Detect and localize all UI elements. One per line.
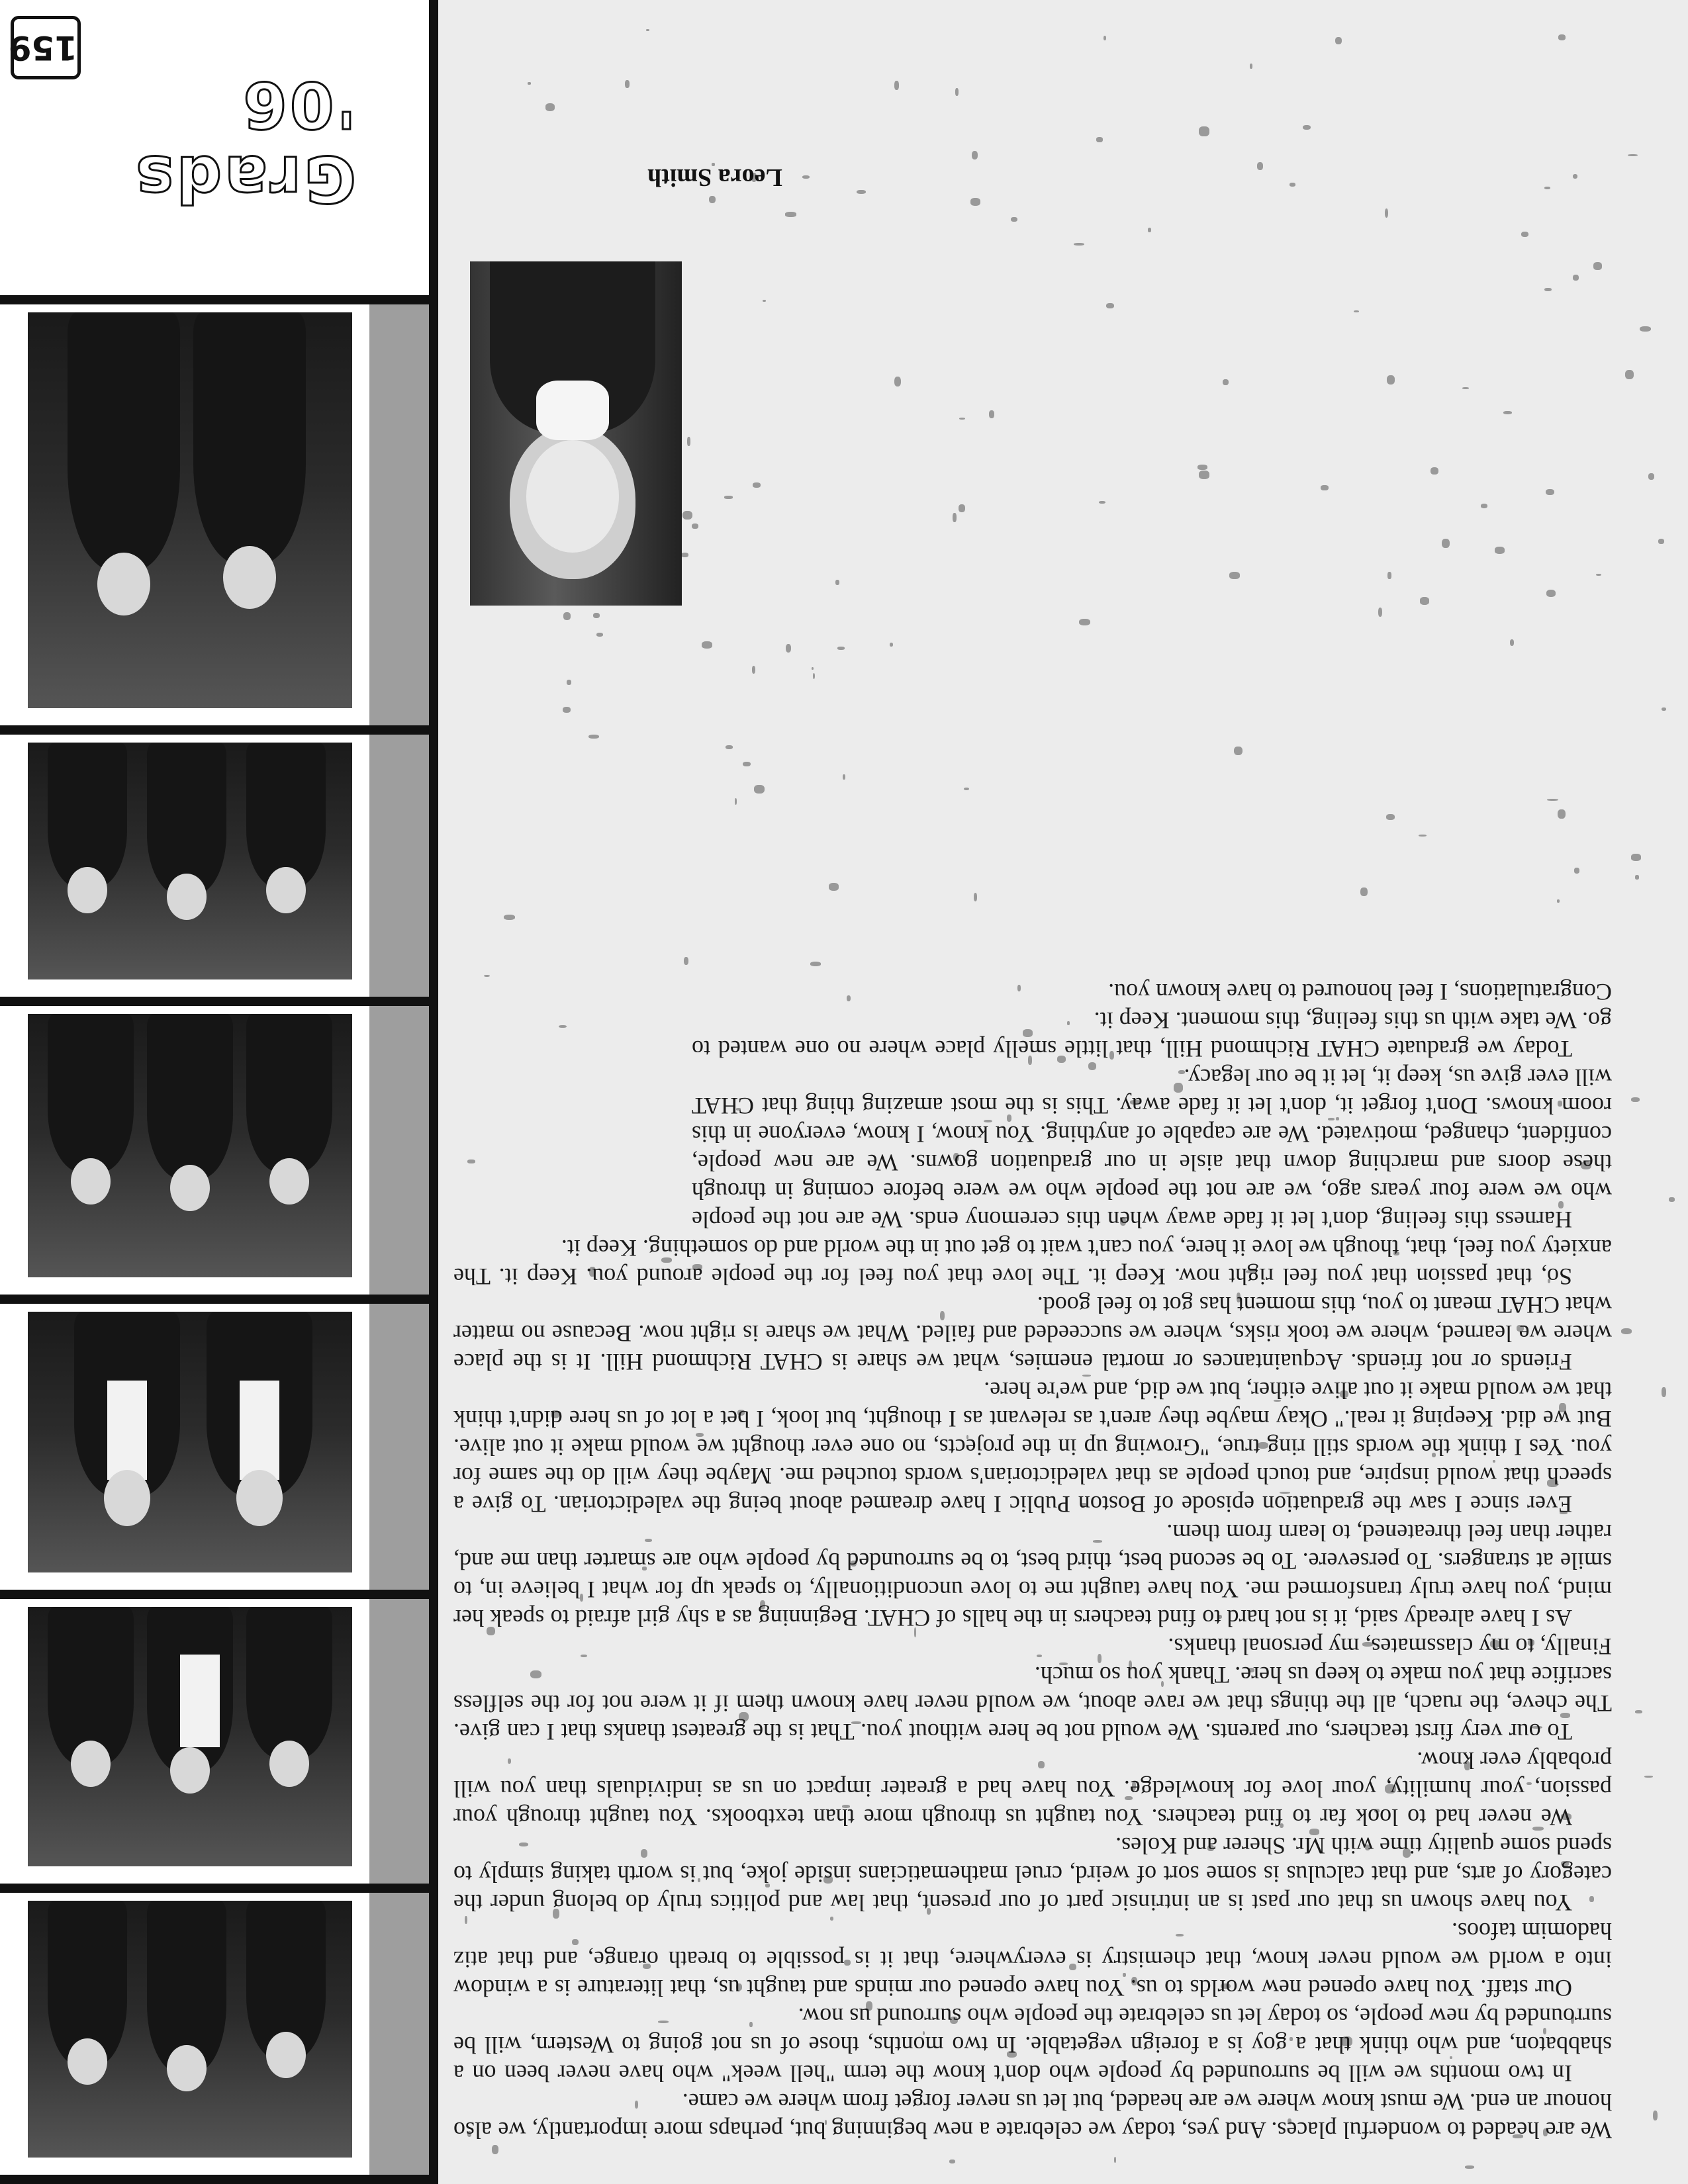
section-title: Grads '06 — [133, 68, 356, 216]
speck — [1114, 2157, 1116, 2163]
speck — [1648, 473, 1654, 480]
author-name: Leora Smith — [647, 163, 782, 191]
speck — [1658, 539, 1665, 544]
paragraph: Today we graduate CHAT Richmond Hill, that little smelly place where no one wanted to go. We take with us this feeling, this moment. Keep it. — [692, 1007, 1612, 1062]
speck — [1662, 1387, 1666, 1396]
photo-frame — [0, 295, 429, 735]
graduation-photo — [28, 743, 352, 979]
photo-frame — [0, 725, 429, 1006]
speck — [1669, 1197, 1675, 1201]
speck — [1635, 1710, 1643, 1713]
paragraph: We are headed to wonderful places. And yes, today we celebrate a new beginning but, perhaps more importantly, we also honour an end. We must know where we are headed, but let us never forget from where we came. — [453, 2089, 1612, 2144]
speck — [1558, 34, 1566, 40]
paragraph: To our very first teachers, our parents. We would not be here without you. That is the greatest thanks that I can give. The cheve, the ruach, all the things that we rave about, we would never have known them if it were not for the selfless sacrifice that you make to keep us here. Thank you so much. — [453, 1662, 1612, 1745]
speck — [1621, 1328, 1632, 1334]
graduation-photo — [28, 1312, 352, 1572]
speck — [1465, 2165, 1474, 2169]
speck — [1335, 37, 1342, 45]
speck — [492, 2145, 498, 2154]
paragraph: Ever since I saw the graduation episode of Boston Public I have dreamed about being the valedictorian. To give a speech that would inspire, and touch people as that valedictorian's words touched me. Maybe they will do the same for you. Yes I think the words still ring true, "Growing up in the projects, no one ever thought we would make it out alive. But we did. Keeping it real." Okay maybe they aren't as relevant as I thought, but look, I bet a lot of us here didn't think that we would make it out alive either, but we did, and we're here. — [453, 1377, 1612, 1518]
paragraph: Our staff. You have opened new worlds to us. You have opened our minds and taught us, that literature is a window into a world we would never know, that chemistry is everywhere, that it is possible to breath orange, and that atiz hadomim tafoos. — [453, 1918, 1612, 2001]
photo-frame — [0, 1590, 429, 1893]
graduation-photo — [28, 312, 352, 708]
speck — [1662, 707, 1666, 711]
strip-divider — [429, 0, 438, 2184]
speck — [949, 2160, 955, 2163]
paragraph: So, that passion that you feel right now. Keep it. The love that you feel for the people around you. Keep it. The anxiety you feel, that, though we love it here, you can't wait to get out in the world and do something. Keep it. — [453, 1235, 1612, 1290]
photo-frame — [0, 997, 429, 1304]
paragraph: Friends or not friends. Acquaintances or mortal enemies, what we share is CHAT Richmond Hill. It is the place where we learned, where we took risks, where we succeeded and failed. What we share is right now. Because no matter what CHAT meant to you, this moment has got to feel good. — [453, 1292, 1612, 1375]
photo-strip — [0, 0, 438, 2184]
paragraph: We never had to look far to find teachers. You taught us through more than textbooks. You taught through your passion, your humility, your love for knowledge. You have had a greater impact on us as individuals than you will probably ever know. — [453, 1747, 1612, 1831]
paragraph: Harness this feeling, don't let it fade away when this ceremony ends. We are not the people who we were four years ago, we are not the people who we were before coming in through these doors and marching down that aisle in our graduation gowns. We are new people, confident, changed, motivated. We are capable of anything. You know, I know, everyone in this room knows. Don't forget it, don't let it fade away. This is the most amazing thing that CHAT will ever give us, keep it, let it be our legacy. — [692, 1064, 1612, 1233]
graduation-photo — [28, 1901, 352, 2158]
speck — [1631, 1097, 1640, 1102]
speck — [1628, 154, 1638, 156]
paragraph: Congratulations, I feel honoured to have known you. — [1108, 979, 1612, 1005]
speck — [1644, 1776, 1652, 1778]
paragraph: You have shown us that our past is an intrinsic part of our present, that law and politics truly do belong under the category of arts, and that calculus is some sort of weird, cruel mathematicians inside joke, but is worth taking simply to spend some quality time with Mr. Sherer and Koles. — [453, 1833, 1612, 1916]
speck — [1640, 326, 1651, 332]
paragraph: As I have already said, it is not hard to find teachers in the halls of CHAT. Beginning as a shy girl afraid to speak her mind, you have truly transformed me. You have taught me to love unconditionally, to speak up for what I believe in, to smile at strangers. To persevere. To be second best, third best, to be surrounded by people who are smarter than me and, rather than feel threatened, to learn from them. — [453, 1520, 1612, 1631]
speck — [1653, 2111, 1658, 2120]
paragraph: In two months we will be surrounded by people who don't know the term "hell week" who have never been on a shabbaton, and who think that a goy is a foreign vegetable. In two months, those of us not going to Western, will be surrounded by new people, so today let us celebrate the people who surround us now. — [453, 2003, 1612, 2087]
graduation-photo — [28, 1014, 352, 1277]
speck — [1625, 370, 1634, 379]
graduation-photo — [28, 1607, 352, 1866]
speck — [1631, 854, 1641, 860]
speck — [1635, 875, 1639, 880]
speck — [646, 29, 649, 31]
photo-frame — [0, 1295, 429, 1599]
author-portrait — [470, 261, 682, 606]
speck — [1103, 36, 1106, 40]
photo-frame — [0, 1884, 429, 2184]
paragraph: Finally, to my classmates, my personal thanks. — [1168, 1633, 1612, 1660]
page-number: 159 — [11, 16, 81, 79]
